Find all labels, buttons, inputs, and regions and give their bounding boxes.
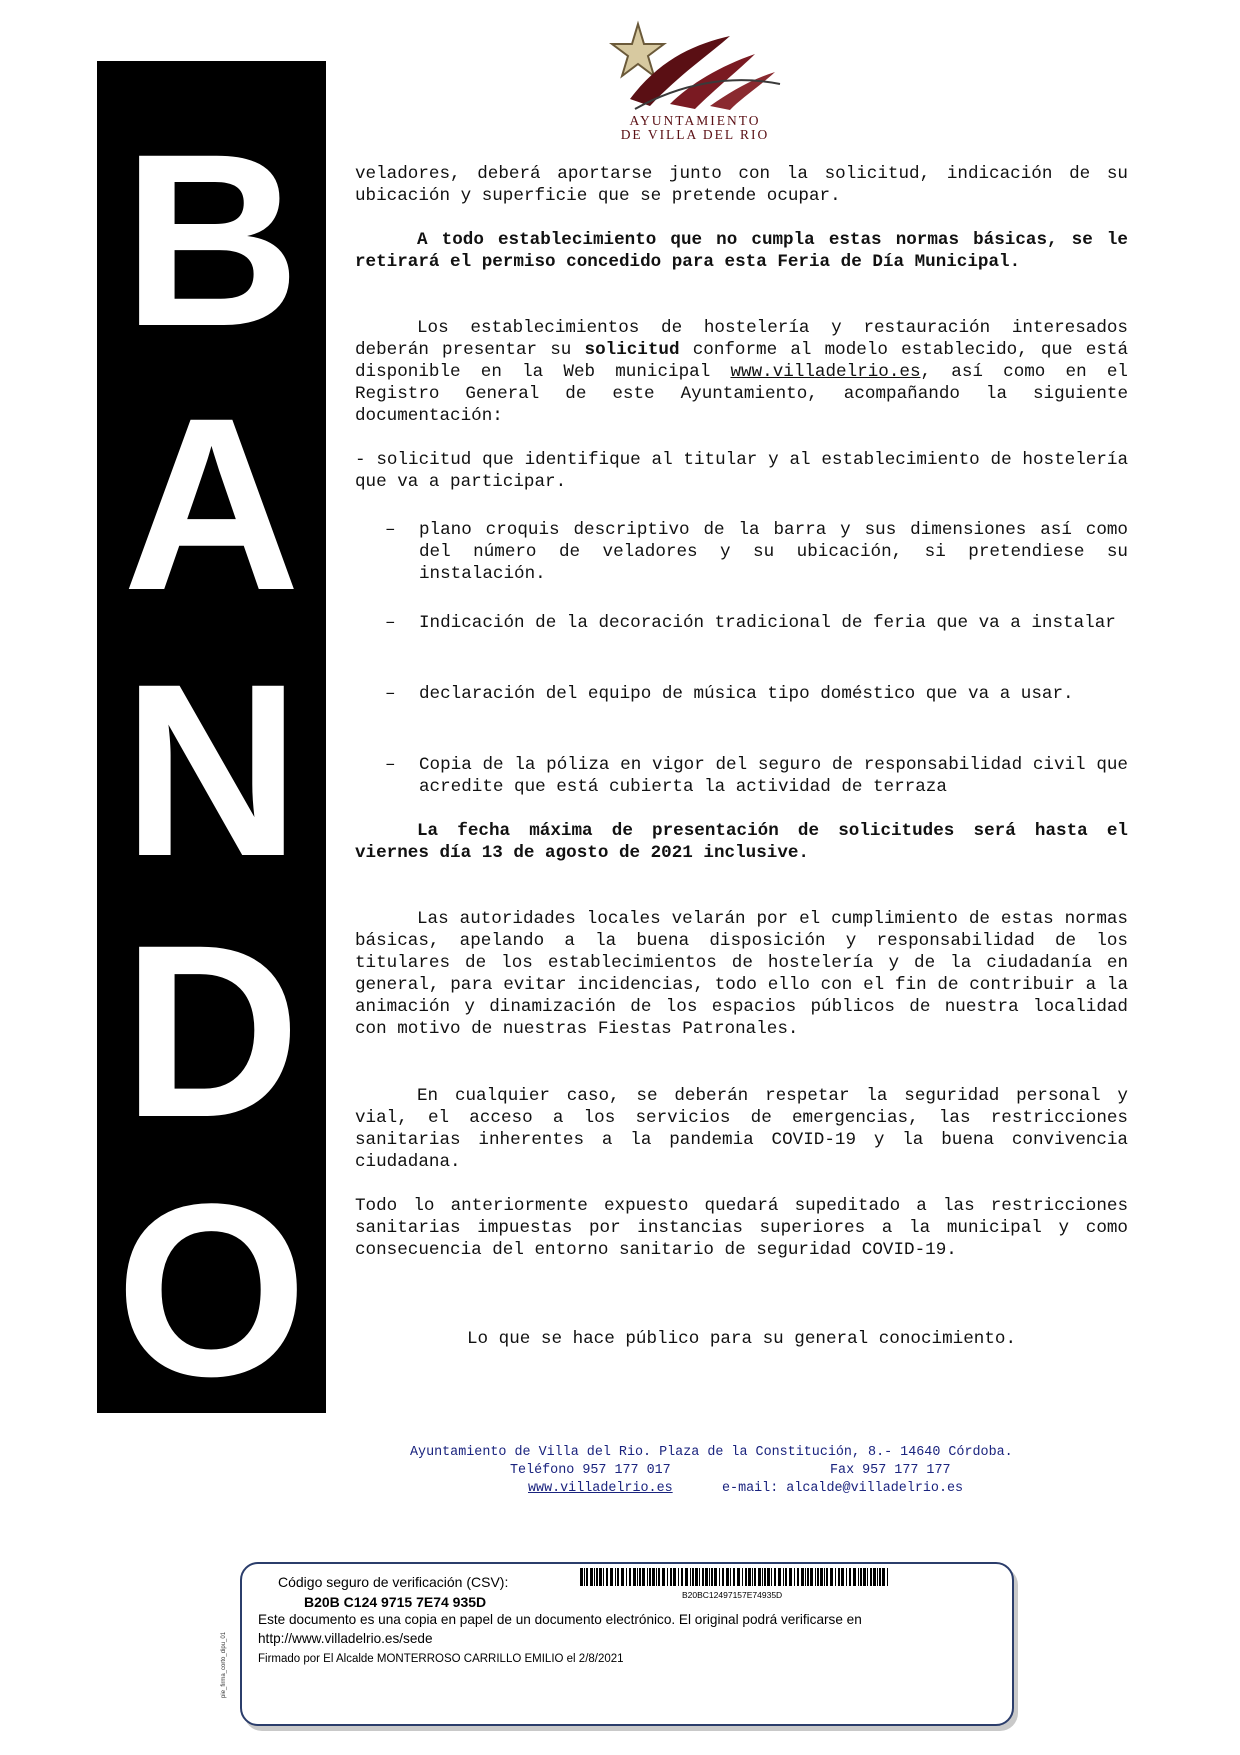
- barcode-bar: [752, 1568, 753, 1586]
- barcode-bar: [584, 1568, 585, 1586]
- barcode-bar: [699, 1568, 700, 1586]
- barcode-bar: [838, 1568, 840, 1586]
- barcode-bar: [649, 1568, 651, 1586]
- barcode-bar: [887, 1568, 888, 1586]
- bando-letter: O: [115, 1153, 308, 1428]
- barcode-bar: [647, 1568, 648, 1586]
- paragraph-solicitud: Los establecimientos de hostelería y restauración interesados deberán presentar su solicitud conforme al modelo establecido, que está disponible en la Web municipal www.villadelrio.es, así como en el Registro General de este Ayuntamiento, acompañando la siguiente documentación:: [355, 318, 1128, 426]
- csv-code: B20B C124 9715 7E74 935D: [304, 1594, 487, 1610]
- barcode-bar: [824, 1568, 825, 1586]
- barcode-bar: [778, 1568, 781, 1586]
- barcode-bar: [599, 1568, 602, 1586]
- barcode-bar: [730, 1568, 731, 1586]
- barcode-bar: [810, 1568, 813, 1586]
- barcode-bar: [877, 1568, 878, 1586]
- bando-banner: [97, 61, 326, 1428]
- barcode-bar: [667, 1568, 668, 1586]
- barcode-bar: [807, 1568, 809, 1586]
- barcode-bar: [722, 1568, 724, 1586]
- town-hall-logo: [590, 14, 800, 144]
- barcode-bar: [860, 1568, 862, 1586]
- barcode-bar: [879, 1568, 881, 1586]
- barcode-bar: [754, 1568, 756, 1586]
- barcode-bar: [702, 1568, 704, 1586]
- paragraph-veladores: veladores, deberá aportarse junto con la solicitud, indicación de su ubicación y superficie que se pretende ocupar.: [355, 164, 1128, 206]
- barcode-bar: [835, 1568, 836, 1586]
- dash-bullet: –: [385, 520, 396, 540]
- paragraph-seguridad: En cualquier caso, se deberán respetar la seguridad personal y vial, el acceso a los servicios de emergencias, las restricciones sanitarias inherentes a la pandemia COVID-19 y la buena convivencia ciudadana.: [355, 1086, 1128, 1172]
- barcode-bar: [742, 1568, 743, 1586]
- barcode-bar: [690, 1568, 691, 1586]
- csv-signed-by: Firmado por El Alcalde MONTERROSO CARRILLO EMILIO el 2/8/2021: [258, 1653, 624, 1665]
- barcode-bar: [733, 1568, 735, 1586]
- paragraph-autoridades: Las autoridades locales velarán por el cumplimiento de estas normas básicas, apelando a la buena disposición y responsabilidad de los titulares de los establecimientos de hostelería y de la ciudadanía en general, para evitar incidencias, todo ello con el fin de contribuir a la animación y dinamización de los espacios públicos de nuestra localidad con motivo de nuestras Fiestas Patronales.: [355, 909, 1128, 1039]
- barcode-bar: [846, 1568, 847, 1586]
- signature-template-label: [213, 1612, 231, 1702]
- bando-letter: B: [122, 103, 301, 378]
- barcode-bar: [801, 1568, 804, 1586]
- paragraph-restricciones: Todo lo anteriormente expuesto quedará supeditado a las restricciones sanitarias impuestas por instancias superiores a la municipal y como consecuencia del entorno sanitario de seguridad COVID-19.: [355, 1196, 1128, 1260]
- barcode-bar: [870, 1568, 872, 1586]
- list-item: – Indicación de la decoración tradicional de feria que va a instalar: [385, 613, 1116, 633]
- barcode-bar: [617, 1568, 619, 1586]
- paragraph-deadline: La fecha máxima de presentación de solicitudes será hasta el viernes día 13 de agosto de 2021 inclusive.: [355, 821, 1128, 863]
- barcode-bar: [719, 1568, 720, 1586]
- barcode-bar: [873, 1568, 876, 1586]
- list-item: – declaración del equipo de música tipo doméstico que va a usar.: [385, 684, 1074, 704]
- barcode-bar: [662, 1568, 665, 1586]
- csv-copy-note: Este documento es una copia en papel de un documento electrónico. El original podrá verificarse en: [258, 1612, 862, 1627]
- solicitud-bold: solicitud: [584, 340, 680, 360]
- barcode-bar: [767, 1568, 770, 1586]
- barcode-bar: [863, 1568, 866, 1586]
- barcode-bar: [639, 1568, 641, 1586]
- csv-label: Código seguro de verificación (CSV):: [278, 1574, 509, 1590]
- barcode-bar: [830, 1568, 833, 1586]
- barcode-bar: [637, 1568, 638, 1586]
- barcode-bar: [610, 1568, 613, 1586]
- barcode-bar: [692, 1568, 694, 1586]
- barcode-bar: [590, 1568, 593, 1586]
- barcode-bar: [670, 1568, 672, 1586]
- footer-email: e-mail: alcalde@villadelrio.es: [722, 1481, 964, 1496]
- bando-letter: A: [122, 367, 301, 642]
- barcode-bar: [849, 1568, 851, 1586]
- dash-bullet: –: [385, 684, 396, 704]
- barcode-bar: [685, 1568, 688, 1586]
- barcode-bar: [652, 1568, 655, 1586]
- paragraph-warning: A todo establecimiento que no cumpla estas normas básicas, se le retirará el permiso concedido para esta Feria de Día Municipal.: [355, 230, 1128, 272]
- footer-web-link[interactable]: www.villadelrio.es: [528, 1481, 673, 1496]
- barcode-bar: [621, 1568, 624, 1586]
- csv-verification-box: [240, 1562, 1014, 1726]
- barcode-bar: [774, 1568, 776, 1586]
- list-item: – Copia de la póliza en vigor del seguro de responsabilidad civil que acredite que está cubierta la actividad de terraza: [385, 755, 1128, 797]
- barcode-bar: [853, 1568, 856, 1586]
- barcode-bar: [785, 1568, 787, 1586]
- barcode-bar: [711, 1568, 713, 1586]
- closing-line: Lo que se hace público para su general conocimiento.: [466, 1329, 1016, 1349]
- dash-bullet: –: [385, 755, 396, 775]
- logo-title: AYUNTAMIENTO: [629, 113, 761, 128]
- villadelrio-link[interactable]: www.villadelrio.es: [730, 362, 921, 382]
- barcode-bar: [642, 1568, 645, 1586]
- barcode-bar: [681, 1568, 683, 1586]
- barcode-bar: [658, 1568, 660, 1586]
- barcode-bar: [762, 1568, 763, 1586]
- side-label: pie_firma_corto_dipu_01: [221, 1631, 227, 1698]
- paragraph-solicitud-titular: - solicitud que identifique al titular y al establecimiento de hostelería que va a participar.: [355, 450, 1128, 492]
- barcode-bar: [805, 1568, 806, 1586]
- csv-verify-url: http://www.villadelrio.es/sede: [258, 1631, 433, 1646]
- barcode-bar: [695, 1568, 698, 1586]
- barcode-bar: [586, 1568, 588, 1586]
- barcode-bar: [748, 1568, 751, 1586]
- barcode-bar: [626, 1568, 627, 1586]
- barcode-bar: [656, 1568, 657, 1586]
- barcode-bar: [815, 1568, 816, 1586]
- barcode-bar: [615, 1568, 616, 1586]
- barcode-bar: [867, 1568, 868, 1586]
- barcode-bar: [858, 1568, 859, 1586]
- barcode-bar: [817, 1568, 819, 1586]
- star-swoosh-emblem: [590, 14, 800, 114]
- barcode-bar: [596, 1568, 598, 1586]
- barcode-bar: [745, 1568, 747, 1586]
- barcode-bar: [726, 1568, 729, 1586]
- barcode-bar: [737, 1568, 740, 1586]
- barcode-bar: [714, 1568, 717, 1586]
- barcode-bar: [797, 1568, 799, 1586]
- barcode-bar: [771, 1568, 772, 1586]
- footer-fax: Fax 957 177 177: [830, 1463, 951, 1478]
- barcode-bar: [758, 1568, 761, 1586]
- barcode-bar: [764, 1568, 766, 1586]
- barcode-bar: [794, 1568, 795, 1586]
- barcode-text: B20BC12497157E74935D: [682, 1590, 783, 1600]
- barcode-bar: [606, 1568, 608, 1586]
- barcode-bar: [789, 1568, 792, 1586]
- barcode-bar: [673, 1568, 676, 1586]
- footer-phone: Teléfono 957 177 017: [510, 1463, 671, 1478]
- barcode-bar: [580, 1568, 583, 1586]
- logo-subtitle: DE VILLA DEL RIO: [620, 127, 770, 142]
- barcode: [580, 1568, 890, 1588]
- barcode-bar: [678, 1568, 679, 1586]
- barcode-bar: [705, 1568, 708, 1586]
- list-item: – plano croquis descriptivo de la barra y sus dimensiones así como del número de veladores y su ubicación, si pretendiese su instalación.: [385, 520, 1128, 584]
- barcode-bar: [841, 1568, 844, 1586]
- barcode-graphic: [580, 1568, 890, 1588]
- footer-address: Ayuntamiento de Villa del Rio. Plaza de la Constitución, 8.- 14640 Córdoba.: [410, 1445, 1013, 1460]
- barcode-bar: [783, 1568, 784, 1586]
- dash-bullet: –: [385, 613, 396, 633]
- barcode-bar: [594, 1568, 595, 1586]
- barcode-bar: [633, 1568, 636, 1586]
- barcode-bar: [709, 1568, 710, 1586]
- bando-letter: N: [122, 633, 301, 908]
- barcode-bar: [882, 1568, 885, 1586]
- barcode-bar: [603, 1568, 604, 1586]
- barcode-bar: [820, 1568, 823, 1586]
- barcode-bar: [826, 1568, 828, 1586]
- bando-letter: D: [122, 894, 301, 1169]
- barcode-bar: [629, 1568, 631, 1586]
